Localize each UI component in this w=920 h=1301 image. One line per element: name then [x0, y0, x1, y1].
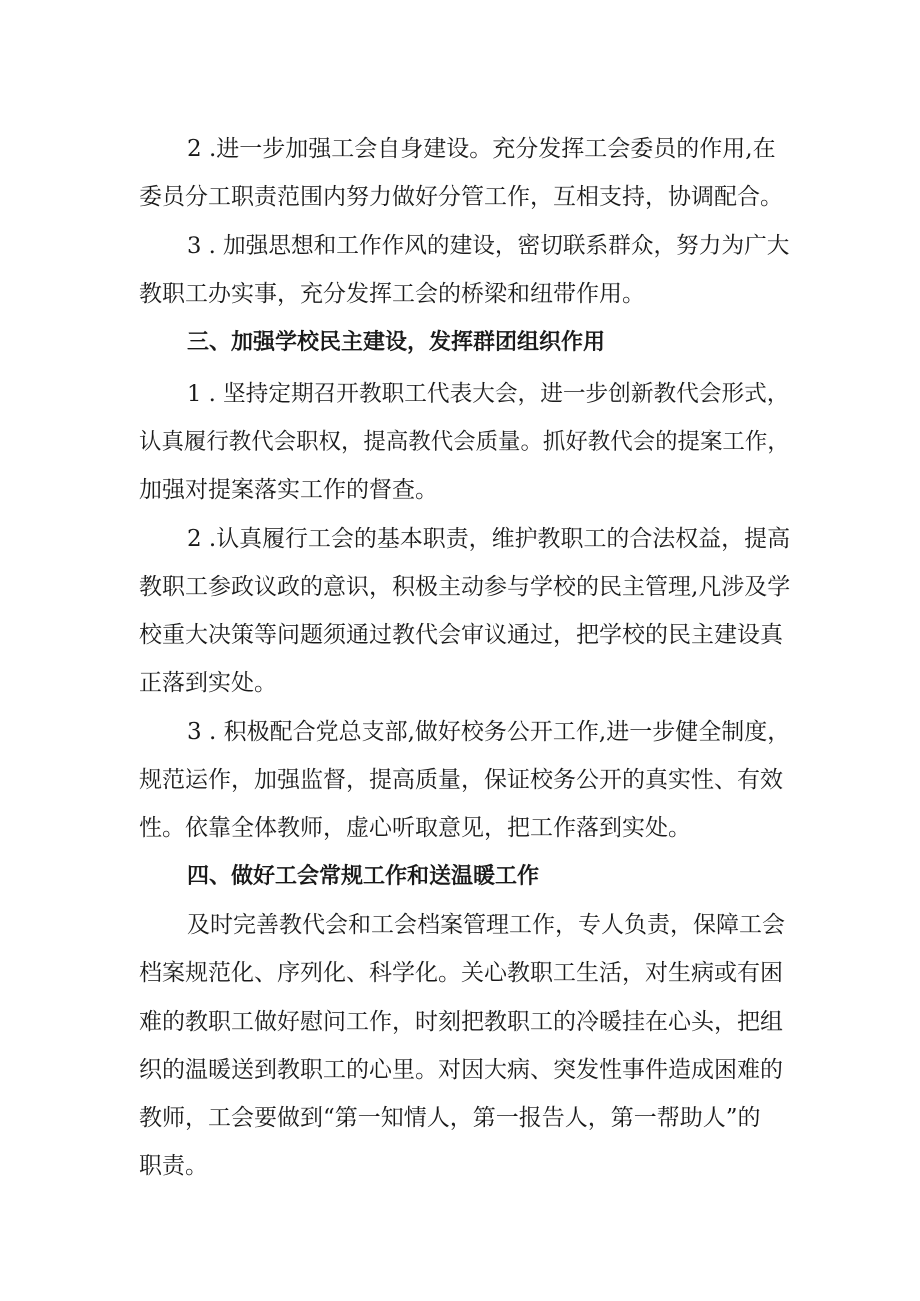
section-heading [0, 319, 920, 367]
line-text: 2 .认真履行工会的基本职责，维护教职工的合法权益，提高 [187, 526, 791, 552]
line-text: 校重大决策等问题须通过教代会审议通过，把学校的民主建设真 [139, 622, 783, 648]
paragraph-line [0, 998, 920, 1046]
line-text: 2 .进一步加强工会自身建设。充分发挥工会委员的作用,在 [187, 136, 776, 162]
line-text: 认真履行教代会职权，提高教代会质量。抓好教代会的提案工作， [139, 429, 790, 455]
paragraph-line [0, 1094, 920, 1142]
line-text: 难的教职工做好慰问工作，时刻把教职工的冷暖挂在心头，把组 [139, 1009, 783, 1035]
line-text: 正落到实处。 [139, 670, 277, 696]
section-heading [0, 853, 920, 901]
line-text: 3 . 加强思想和工作作风的建设，密切联系群众，努力为广大 [187, 233, 790, 259]
paragraph-line [0, 418, 920, 466]
paragraph-line [0, 611, 920, 659]
line-text: 教职工参政议政的意识，积极主动参与学校的民主管理,凡涉及学 [139, 574, 791, 600]
paragraph-line [0, 466, 920, 514]
line-text: 3 . 积极配合党总支部,做好校务公开工作,进一步健全制度， [187, 719, 791, 745]
paragraph-line [0, 901, 920, 949]
paragraph-line [0, 173, 920, 221]
heading-text: 四、做好工会常规工作和送温暖工作 [187, 864, 540, 889]
line-text: 职责。 [139, 1153, 208, 1179]
line-text: 及时完善教代会和工会档案管理工作，专人负责，保障工会 [187, 912, 785, 938]
line-text: 档案规范化、序列化、科学化。关心教职工生活，对生病或有困 [139, 960, 783, 986]
paragraph-line [0, 949, 920, 997]
line-text: 委员分工职责范围内努力做好分管工作，互相支持，协调配合。 [139, 184, 783, 210]
line-text: 教职工办实事，充分发挥工会的桥梁和纽带作用。 [139, 281, 645, 307]
paragraph-line [0, 1046, 920, 1094]
paragraph-line [0, 563, 920, 611]
paragraph-line [0, 804, 920, 852]
paragraph-line [0, 756, 920, 804]
paragraph-line [0, 125, 920, 173]
line-text: 加强对提案落实工作的督查。 [139, 477, 438, 503]
line-text: 教师，工会要做到“第一知情人，第一报告人，第一帮助人”的 [139, 1105, 761, 1131]
line-text: 性。依靠全体教师，虚心听取意见，把工作落到实处。 [139, 815, 691, 841]
line-text: 规范运作，加强监督，提高质量，保证校务公开的真实性、有效 [139, 767, 783, 793]
paragraph-line [0, 515, 920, 563]
line-text: 1 . 坚持定期召开教职工代表大会，进一步创新教代会形式， [187, 381, 790, 407]
heading-text: 三、加强学校民主建设，发挥群团组织作用 [187, 330, 606, 355]
paragraph-line [0, 370, 920, 418]
line-text: 织的温暖送到教职工的心里。对因大病、突发性事件造成困难的 [139, 1057, 783, 1083]
paragraph-line [0, 1142, 920, 1190]
paragraph-line [0, 270, 920, 318]
paragraph-line [0, 708, 920, 756]
paragraph-line [0, 659, 920, 707]
paragraph-line [0, 222, 920, 270]
